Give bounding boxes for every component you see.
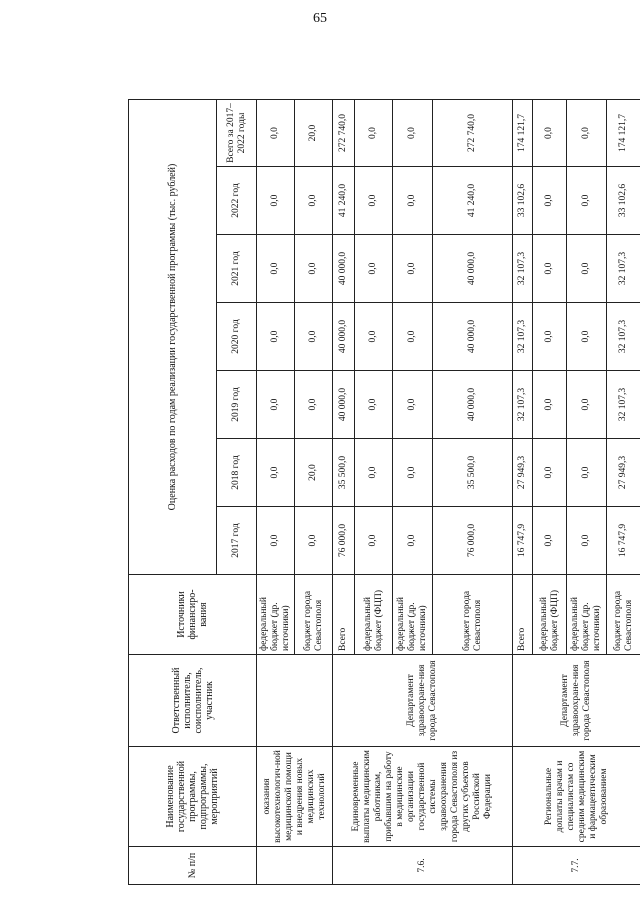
- cell-value: 0,0: [567, 439, 607, 507]
- cell-value: 27 949,3: [607, 439, 640, 507]
- cell-value: 76 000,0: [333, 507, 355, 575]
- cell-value: 40 000,0: [433, 303, 513, 371]
- cell-source: бюджет города Севастополя: [607, 575, 640, 655]
- header-year: 2019 год: [217, 371, 257, 439]
- cell-value: 40 000,0: [333, 371, 355, 439]
- cell-source: федеральный бюджет (ФЦП): [533, 575, 567, 655]
- cell-value: 0,0: [295, 167, 333, 235]
- table-row: [333, 99, 355, 884]
- cell-value: 0,0: [257, 235, 295, 303]
- cell-value: 0,0: [393, 99, 433, 166]
- header-year: 2017 год: [217, 507, 257, 575]
- cell-source: Всего: [333, 575, 355, 655]
- cell-value: 0,0: [533, 167, 567, 235]
- cell-value: 0,0: [567, 371, 607, 439]
- cell-value: 35 500,0: [333, 439, 355, 507]
- cell-value: 0,0: [355, 167, 393, 235]
- cell-value: 0,0: [355, 235, 393, 303]
- cell-value: 16 747,9: [513, 507, 533, 575]
- cell-value: 0,0: [257, 167, 295, 235]
- cell-value: 0,0: [355, 99, 393, 166]
- cell-value: 16 747,9: [607, 507, 640, 575]
- budget-table-rotated: [128, 100, 634, 885]
- cell-value: 0,0: [393, 371, 433, 439]
- cell-value: 0,0: [257, 371, 295, 439]
- cell-value: 40 000,0: [433, 371, 513, 439]
- cell-value: 0,0: [393, 235, 433, 303]
- cell-executor: Департамент здравоохране-ния города Севастополя: [513, 655, 640, 747]
- header-executor: Ответственный исполнитель, соисполнитель, участник: [129, 655, 257, 747]
- cell-value: 0,0: [533, 439, 567, 507]
- cell-value: 32 107,3: [607, 303, 640, 371]
- cell-value: 174 121,7: [607, 99, 640, 166]
- cell-value: 0,0: [393, 303, 433, 371]
- page-number: 65: [313, 11, 327, 26]
- cell-executor: [257, 655, 333, 747]
- cell-value: 0,0: [567, 303, 607, 371]
- cell-value: 33 102,6: [513, 167, 533, 235]
- cell-value: 0,0: [533, 235, 567, 303]
- cell-value: 0,0: [257, 99, 295, 166]
- cell-value: 0,0: [567, 235, 607, 303]
- cell-value: 0,0: [567, 167, 607, 235]
- header-year: 2020 год: [217, 303, 257, 371]
- header-row: [129, 99, 217, 884]
- cell-value: 20,0: [295, 99, 333, 166]
- cell-value: 0,0: [355, 303, 393, 371]
- cell-value: 32 107,3: [513, 371, 533, 439]
- cell-source: Всего: [513, 575, 533, 655]
- cell-executor: Департамент здравоохране-ния города Севастополя: [333, 655, 513, 747]
- cell-source: федеральный бюджет (др. источники): [567, 575, 607, 655]
- header-year: 2021 год: [217, 235, 257, 303]
- header-year-total: Всего за 2017–2022 годы: [217, 99, 257, 166]
- cell-value: 0,0: [257, 507, 295, 575]
- header-year: 2022 год: [217, 167, 257, 235]
- cell-value: 0,0: [355, 439, 393, 507]
- cell-value: 0,0: [393, 439, 433, 507]
- table-row: [513, 99, 533, 884]
- cell-value: 33 102,6: [607, 167, 640, 235]
- cell-value: 0,0: [295, 235, 333, 303]
- header-estimate: Оценка расходов по годам реализации государственной программы (тыс. рублей): [129, 99, 217, 574]
- cell-value: 41 240,0: [433, 167, 513, 235]
- cell-value: 0,0: [355, 507, 393, 575]
- cell-num: 7.7.: [513, 847, 640, 885]
- header-name: Наименование государственной программы, подпрограммы, мероприятий: [129, 747, 257, 847]
- header-num: № п/п: [129, 847, 257, 885]
- cell-value: 0,0: [533, 371, 567, 439]
- budget-table: [128, 99, 640, 885]
- cell-value: 0,0: [295, 507, 333, 575]
- cell-source: федеральный бюджет (ФЦП): [355, 575, 393, 655]
- cell-value: 0,0: [533, 303, 567, 371]
- cell-source: федеральный бюджет (др. источники): [257, 575, 295, 655]
- cell-value: 0,0: [295, 303, 333, 371]
- cell-value: 32 107,3: [607, 371, 640, 439]
- cell-value: 40 000,0: [433, 235, 513, 303]
- cell-value: 27 949,3: [513, 439, 533, 507]
- cell-value: 174 121,7: [513, 99, 533, 166]
- cell-source: бюджет города Севастополя: [295, 575, 333, 655]
- cell-value: 0,0: [567, 99, 607, 166]
- header-source: Источники финансиро-вания: [129, 575, 257, 655]
- cell-value: 0,0: [393, 167, 433, 235]
- cell-value: 32 107,3: [607, 235, 640, 303]
- cell-num: 7.6.: [333, 847, 513, 885]
- cell-num: [257, 847, 333, 885]
- cell-value: 0,0: [533, 507, 567, 575]
- cell-value: 0,0: [295, 371, 333, 439]
- cell-value: 40 000,0: [333, 235, 355, 303]
- cell-source: бюджет города Севастополя: [433, 575, 513, 655]
- cell-value: 272 740,0: [433, 99, 513, 166]
- cell-source: федеральный бюджет (др. источники): [393, 575, 433, 655]
- cell-value: 41 240,0: [333, 167, 355, 235]
- cell-name: Региональные доплаты врачам и специалистам со средним медицинским и фармацевтическим образованием: [513, 747, 640, 847]
- cell-name: Единовременные выплаты медицинским работникам, прибывшим на работу в медицинские организации государственной системы здравоохранения города Севастополя из других субъектов Российской Федерации: [333, 747, 513, 847]
- cell-value: 32 107,3: [513, 235, 533, 303]
- cell-name: оказания высокотехнологич-ной медицинской помощи и внедрения новых медицинских технологий: [257, 747, 333, 847]
- cell-value: 0,0: [257, 303, 295, 371]
- cell-value: 40 000,0: [333, 303, 355, 371]
- table-row: [257, 99, 295, 884]
- cell-value: 272 740,0: [333, 99, 355, 166]
- cell-value: 0,0: [533, 99, 567, 166]
- cell-value: 35 500,0: [433, 439, 513, 507]
- cell-value: 0,0: [355, 371, 393, 439]
- cell-value: 76 000,0: [433, 507, 513, 575]
- header-year: 2018 год: [217, 439, 257, 507]
- cell-value: 32 107,3: [513, 303, 533, 371]
- cell-value: 0,0: [257, 439, 295, 507]
- cell-value: 0,0: [393, 507, 433, 575]
- cell-value: 0,0: [567, 507, 607, 575]
- cell-value: 20,0: [295, 439, 333, 507]
